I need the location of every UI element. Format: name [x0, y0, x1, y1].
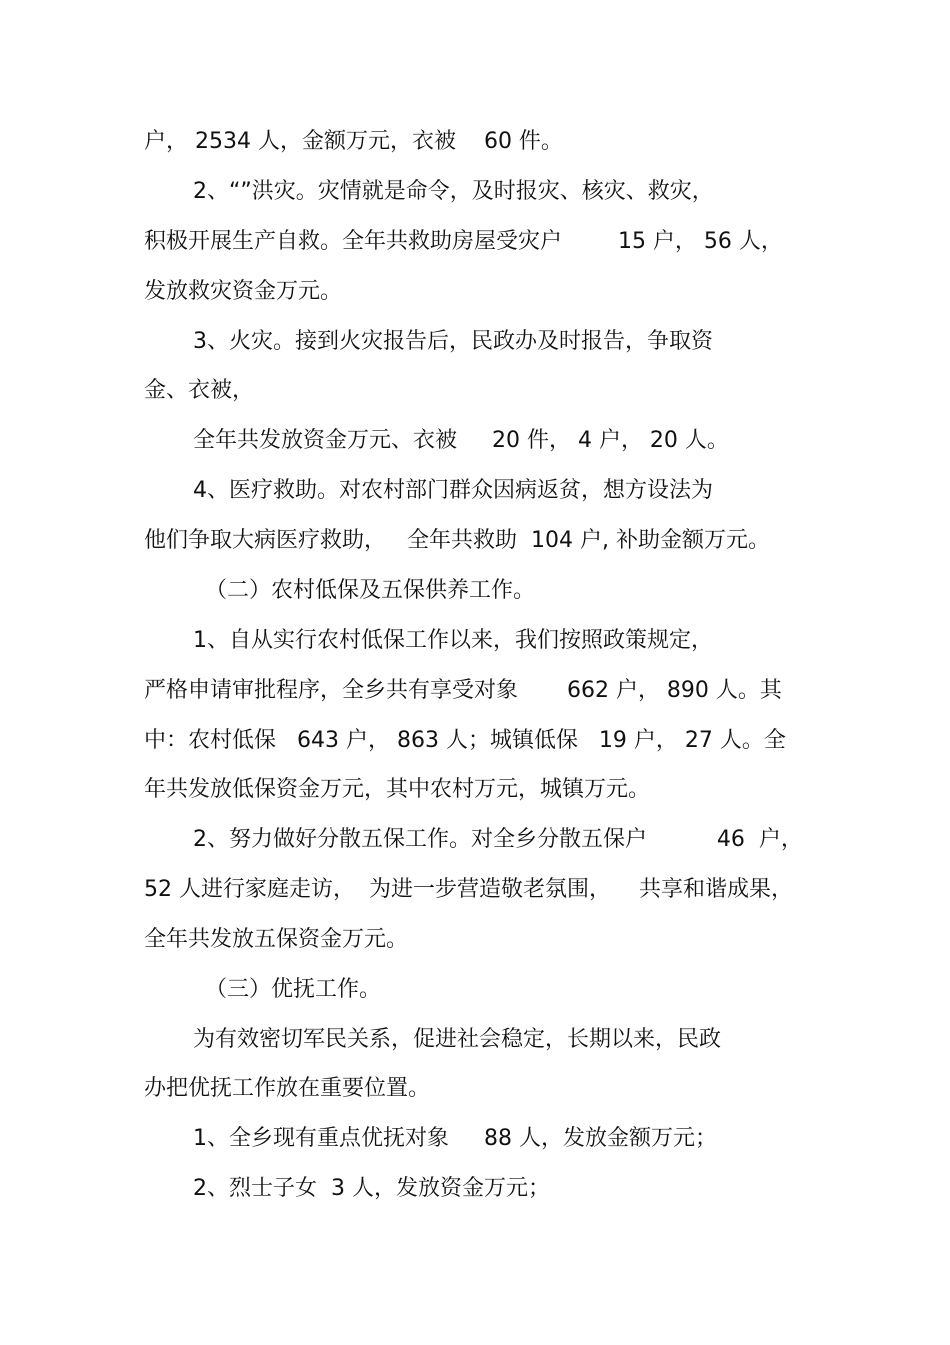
text-line: 他们争取大病医疗救助， 全年共救助 104 户, 补助金额万元。	[144, 528, 770, 553]
text-line: 严格申请审批程序，全乡共有享受对象 662 户， 890 人。其	[144, 678, 782, 703]
text-line: 1、自从实行农村低保工作以来，我们按照政策规定，	[193, 628, 713, 653]
text-line: 3、火灾。接到火灾报告后，民政办及时报告，争取资	[193, 329, 713, 354]
text-line: 2、烈士子女 3 人，发放资金万元；	[193, 1176, 550, 1201]
text-line: 金、衣被，	[144, 378, 255, 403]
text-line: 为有效密切军民关系，促进社会稳定，长期以来，民政	[193, 1027, 722, 1052]
text-line: 1、全乡现有重点优抚对象 88 人，发放金额万元；	[193, 1126, 717, 1151]
text-line: 发放救灾资金万元。	[144, 279, 343, 304]
text-line: 办把优抚工作放在重要位置。	[144, 1076, 431, 1101]
text-line: 2、努力做好分散五保工作。对全乡分散五保户 46 户，	[193, 827, 803, 852]
section-heading: （二）农村低保及五保供养工作。	[205, 578, 536, 603]
text-line: 户， 2534 人，金额万元，衣被 60 件。	[144, 129, 563, 154]
text-line: 全年共发放五保资金万元。	[144, 927, 409, 952]
text-line: 年共发放低保资金万元，其中农村万元，城镇万元。	[144, 777, 651, 802]
text-line: 4、医疗救助。对农村部门群众因病返贫，想方设法为	[193, 478, 713, 503]
text-line: 52 人进行家庭走访， 为进一步营造敬老氛围， 共享和谐成果，	[144, 877, 793, 902]
text-line: 积极开展生产自救。全年共救助房屋受灾户 15 户， 56 人，	[144, 229, 783, 254]
section-heading: （三）优抚工作。	[205, 977, 382, 1002]
text-line: 2、“”洪灾。灾情就是命令，及时报灾、核灾、救灾，	[193, 179, 714, 204]
text-line: 中：农村低保 643 户， 863 人；城镇低保 19 户， 27 人。全	[144, 728, 786, 753]
text-line: 全年共发放资金万元、衣被 20 件， 4 户， 20 人。	[193, 428, 729, 453]
